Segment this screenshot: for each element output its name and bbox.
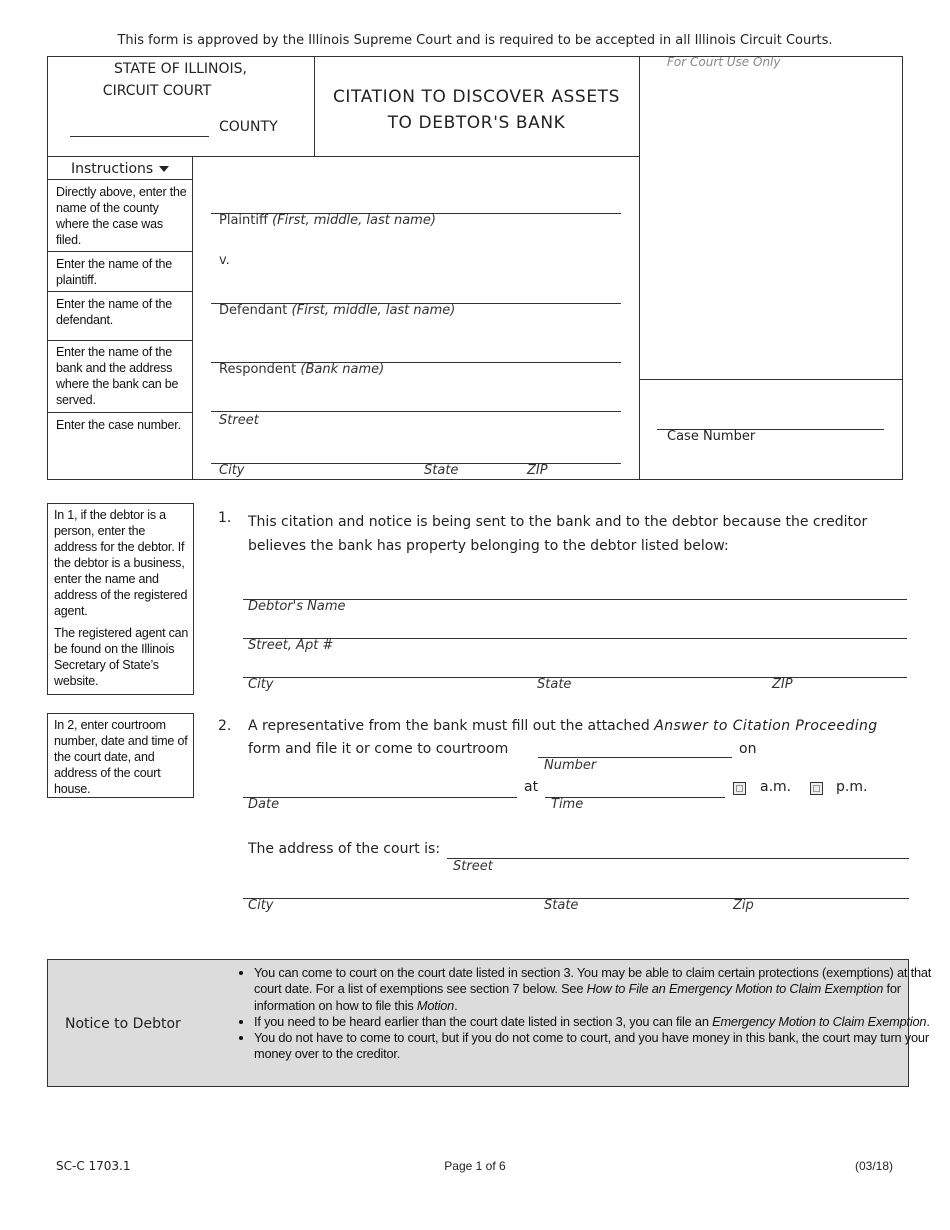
instr-sep-4 xyxy=(47,412,192,413)
footer-form-code: SC-C 1703.1 xyxy=(56,1159,131,1173)
bank-zip-label: ZIP xyxy=(527,463,548,478)
county-input-line[interactable] xyxy=(70,136,209,137)
instr-section2: In 2, enter courtroom number, date and time of the court date, and address of the court house. xyxy=(54,718,188,796)
on-label: on xyxy=(739,741,757,757)
respondent-label: Respondent (Bank name) xyxy=(219,362,385,377)
bank-street-label: Street xyxy=(219,413,259,428)
notice-bullet-3: • You do not have to come to court, but if you do not come to court, and you have money in this bank, the court may turn your money over to the creditor. xyxy=(254,1030,938,1063)
instructions-toggle[interactable] xyxy=(71,161,169,177)
instr-bank: Enter the name of the bank and the address where the bank can be served. xyxy=(56,345,179,407)
at-label: at xyxy=(524,779,539,795)
instr-sep-1 xyxy=(47,251,192,252)
notice-bullet-2: • If you need to be heard earlier than the court date listed in section 3, you can file an Emergency Motion to Claim Exemption. xyxy=(254,1014,938,1030)
instr-county: Directly above, enter the name of the county where the case was filed. xyxy=(56,185,187,247)
court-state-label: State xyxy=(544,898,579,913)
court-use-label: For Court Use Only xyxy=(667,55,781,69)
pm-label: p.m. xyxy=(836,779,868,795)
title-line2: TO DEBTOR'S BANK xyxy=(387,113,566,133)
date-input-line[interactable] xyxy=(243,797,517,798)
court-street-label: Street xyxy=(453,859,493,874)
court-use-split xyxy=(639,379,903,380)
bank-street-input-line[interactable] xyxy=(211,411,621,412)
header-bottom-line xyxy=(47,156,639,157)
bank-city-input-line[interactable] xyxy=(211,463,621,464)
instr-plaintiff: Enter the name of the plaintiff. xyxy=(56,257,173,287)
court-zip-label: Zip xyxy=(733,898,754,913)
section1-number: 1. xyxy=(218,510,232,526)
section2-line2: form and file it or come to courtroom xyxy=(248,741,509,757)
case-number-label: Case Number xyxy=(667,429,756,444)
debtor-zip-label: ZIP xyxy=(772,677,793,692)
instr-section1-a: In 1, if the debtor is a person, enter the address for the debtor. If the debtor is a business, enter the name and address of the registered agent. xyxy=(54,508,188,618)
courtroom-number-label: Number xyxy=(544,758,597,773)
debtor-city-label: City xyxy=(248,677,274,692)
instructions-label: Instructions xyxy=(71,161,154,177)
footer-date: (03/18) xyxy=(855,1159,894,1173)
plaintiff-label: Plaintiff (First, middle, last name) xyxy=(219,213,436,228)
debtor-street-label: Street, Apt # xyxy=(248,638,334,653)
section1-text: This citation and notice is being sent to the bank and to the debtor because the creditor believes the bank has property belonging to the debtor listed below: xyxy=(248,514,868,554)
instr-sep-3 xyxy=(47,340,192,341)
caret-down-icon xyxy=(159,166,169,172)
debtor-state-label: State xyxy=(537,677,572,692)
section2-line1: A representative from the bank must fill out the attached Answer to Citation Proceeding xyxy=(248,718,878,734)
bank-city-label: City xyxy=(219,463,245,478)
debtor-name-label: Debtor's Name xyxy=(248,599,346,614)
pm-checkbox[interactable] xyxy=(810,782,823,795)
am-checkbox[interactable] xyxy=(733,782,746,795)
state-line1: STATE OF ILLINOIS, xyxy=(113,61,248,77)
instr-section1-b: The registered agent can be found on the Illinois Secretary of State’s website. xyxy=(54,626,189,688)
versus-label: v. xyxy=(219,253,230,268)
section2-number: 2. xyxy=(218,718,232,734)
am-label: a.m. xyxy=(760,779,792,795)
county-label: COUNTY xyxy=(219,119,278,135)
instr-sep-2 xyxy=(47,291,192,292)
time-label: Time xyxy=(551,797,584,812)
form-title xyxy=(314,84,639,136)
debtor-city-input-line[interactable] xyxy=(243,677,907,678)
instructions-divider xyxy=(192,156,193,480)
notice-title: Notice to Debtor xyxy=(65,1016,181,1032)
notice-list xyxy=(222,965,938,1063)
court-city-label: City xyxy=(248,898,274,913)
court-address-label: The address of the court is: xyxy=(248,841,441,857)
instr-defendant: Enter the name of the defendant. xyxy=(56,297,173,327)
state-line2: CIRCUIT COURT xyxy=(102,83,212,99)
court-street-input-line[interactable] xyxy=(447,858,909,859)
approval-notice: This form is approved by the Illinois Supreme Court and is required to be accepted in all Illinois Circuit Courts. xyxy=(117,33,833,48)
bank-state-label: State xyxy=(424,463,459,478)
instr-case-number: Enter the case number. xyxy=(56,418,181,432)
court-use-divider xyxy=(639,56,640,480)
date-label: Date xyxy=(248,797,280,812)
footer-page: Page 1 of 6 xyxy=(444,1159,506,1173)
instr-sep-0 xyxy=(47,179,192,180)
title-line1: CITATION TO DISCOVER ASSETS xyxy=(332,87,621,107)
defendant-label: Defendant (First, middle, last name) xyxy=(219,303,456,318)
notice-bullet-1: • You can come to court on the court date listed in section 3. You may be able to claim certain protections (exemptions) at that court date. For a list of exemptions see section 7 below. See How to File an Emergency Motion to Claim Exemption for information on how to file this Motion. xyxy=(254,965,938,1014)
debtor-street-input-line[interactable] xyxy=(243,638,907,639)
